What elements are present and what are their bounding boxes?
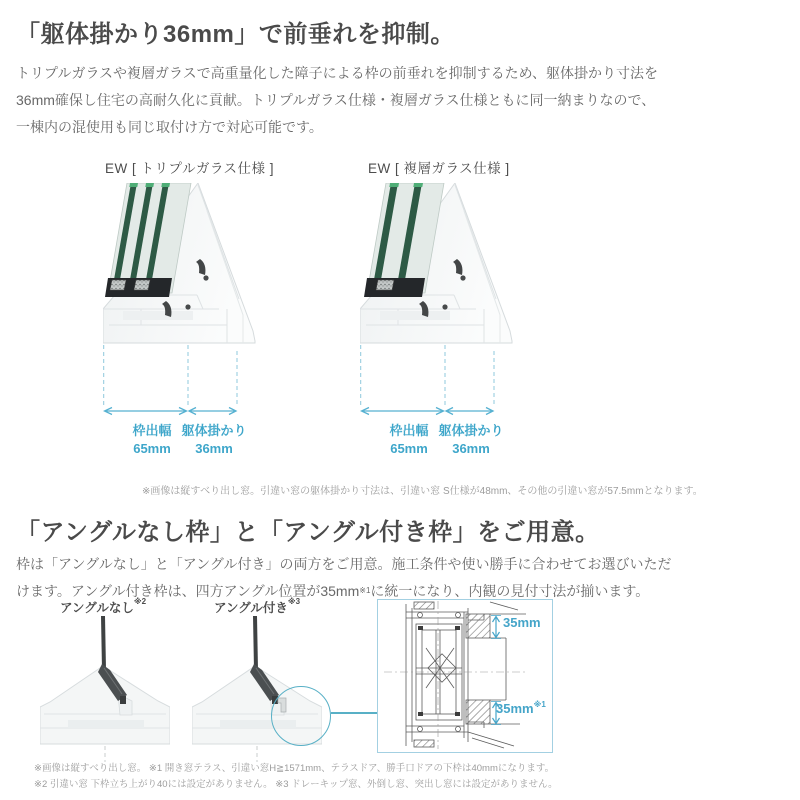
section2-heading: 「アングルなし枠」と「アングル付き枠」をご用意。 [16,519,600,546]
section1-paragraph [16,60,658,141]
frame-width-value-1: 65mm [133,441,171,456]
frame-width-label-1: 枠出幅 [132,423,172,438]
paragraph-line2-post: に統一になり、内観の見付寸法が揃います。 [370,583,650,599]
detail-dim-bottom: $35mm^{※1}$ [496,700,546,716]
dimension-lines-diagram2 [360,345,500,419]
body-overlap-label-1: 躯体掛かり [181,423,247,438]
triple-glazing-caption: EW [ トリプルガラス仕様 ] [105,161,275,176]
with-angle-caption: アングル付き$^{※3}$ [213,597,301,615]
section1-heading: 「躯体掛かり36mm」で前垂れを抑制。 [16,21,455,48]
section2-paragraph [16,551,671,605]
paragraph-line: 枠は「アングルなし」と「アングル付き」の両方をご用意。施工条件や使い勝手に合わせてお選びいただ [16,556,672,572]
footnote-ref-1: ※1 [359,586,371,595]
detail-connector-line [331,712,377,714]
no-angle-caption: アングルなし$^{※2}$ [59,597,147,615]
dimension-lines-diagram1 [103,345,243,419]
double-glazing-caption: EW [ 複層ガラス仕様 ] [368,161,510,176]
angle-detail-box [377,599,553,753]
triple-glazing-cross-section-image [103,183,263,345]
footer-note-line: ※2 引違い窓 下枠立ち上がり40には設定がありません。 ※3 ドレーキップ窓、外倒し窓、突出し窓には設定がありません。 [34,779,558,790]
frame-width-label-2: 枠出幅 [389,423,429,438]
body-overlap-label-2: 躯体掛かり [438,423,504,438]
paragraph-line: 36mm確保し住宅の高耐久化に貢献。トリプルガラス仕様・複層ガラス仕様ともに同一納まりなので、 [16,92,656,108]
detail-highlight-circle [271,686,331,746]
body-overlap-value-1: 36mm [195,441,233,456]
frame-width-value-2: 65mm [390,441,428,456]
double-glazing-cross-section-image [360,183,520,345]
no-angle-frame-image [40,616,170,764]
paragraph-line: トリプルガラスや複層ガラスで高重量化した障子による枠の前垂れを抑制するため、躯体掛かり寸法を [16,65,659,81]
paragraph-line: 一棟内の混使用も同じ取付け方で対応可能です。 [16,119,323,135]
section1-note: ※画像は縦すべり出し窓。引違い窓の躯体掛かり寸法は、引違い窓 S仕様が48mm、その他の引違い窓が57.5mmとなります。 [142,486,703,497]
footnote-ref-3: ※3 [287,597,301,606]
footnote-ref-1-detail: ※1 [533,700,546,709]
body-overlap-value-2: 36mm [452,441,490,456]
footer-note-line: ※画像は縦すべり出し窓。 ※1 開き窓テラス、引違い窓H≧1571mm、テラスドア、勝手口ドアの下枠は40mmになります。 [34,763,555,774]
footer-notes [34,761,558,793]
detail-dim-top: 35mm [503,615,541,630]
footnote-ref-2: ※2 [133,597,147,606]
paragraph-line2-pre: けます。アングル付き枠は、四方アングル位置が35mm [16,583,360,599]
